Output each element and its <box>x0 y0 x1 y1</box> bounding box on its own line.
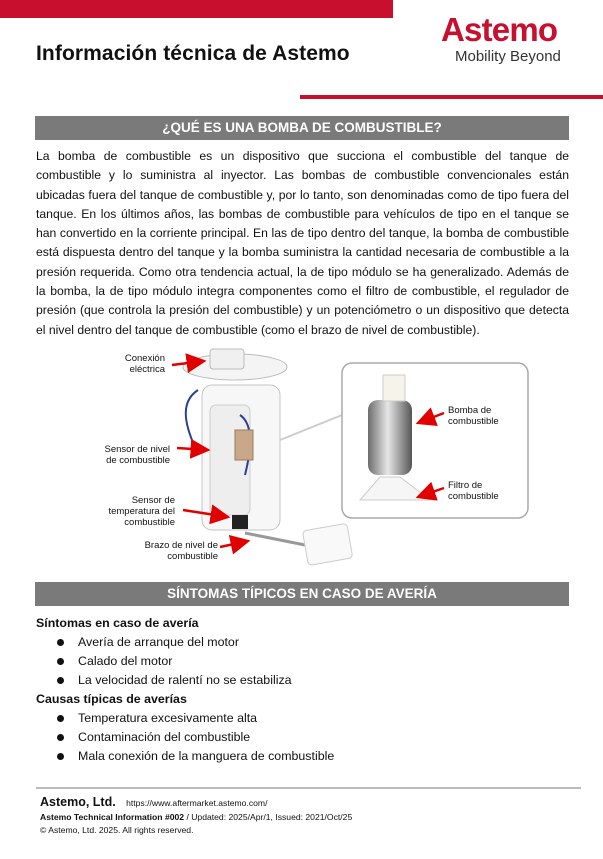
bullet-icon <box>57 715 64 722</box>
intro-paragraph: La bomba de combustible es un dispositivo que succiona el combustible del tanque de combustible y lo suministra al inyector. Las bombas de combustible convencionales están ubicadas fuera del tanque de combustible y, por lo tanto, son denominadas como de tipo fuera del tanque. En los últimos años, las bombas de combustible para vehículos de tipo en el tanque se han convertido en la corriente principal. En las de tipo dentro del tanque, la bomba de combustible está dispuesta dentro del tanque y la bomba suministra la cantidad necesaria de combustible a la presión requerida. Como otra tendencia actual, la de tipo módulo se ha generalizado. Además de la bomba, la de tipo módulo integra componentes como el filtro de combustible, el regulador de presión (que controla la presión del combustible) y un potenciómetro o un dispositivo que detecta el nivel dentro del tanque de combustible (como el brazo de nivel de combustible). <box>36 149 569 337</box>
footer-url-link[interactable]: https://www.aftermarket.astemo.com/ <box>126 798 268 808</box>
brand-tagline: Mobility Beyond <box>455 48 561 65</box>
list-item <box>36 747 576 766</box>
bullet-icon <box>57 658 64 665</box>
list-item <box>36 728 576 747</box>
footer-divider <box>36 787 581 789</box>
label-level-arm: Brazo de nivel de combustible <box>144 540 218 562</box>
bullet-icon <box>57 734 64 741</box>
bullet-icon <box>57 677 64 684</box>
label-temperature-sensor: Sensor de temperatura del combustible <box>108 495 175 528</box>
brand-logo <box>441 12 591 66</box>
header-divider <box>300 95 603 99</box>
fuel-pump-figure <box>80 345 540 567</box>
label-electrical-connector: Conexión eléctrica <box>124 353 165 375</box>
cause-text: Temperatura excesivamente alta <box>78 711 258 725</box>
label-level-sensor: Sensor de nivel de combustible <box>104 444 170 466</box>
page-title: Información técnica de Astemo <box>36 42 350 65</box>
bullet-icon <box>57 753 64 760</box>
causes-list <box>36 709 576 766</box>
footer-dates: / Updated: 2025/Apr/1, Issued: 2021/Oct/25 <box>184 811 353 822</box>
footer-doc-id: Astemo Technical Information #002 <box>40 811 185 822</box>
top-accent-bar <box>0 0 393 18</box>
causes-title: Causas típicas de averías <box>36 692 187 706</box>
label-fuel-pump: Bomba de combustible <box>448 405 499 427</box>
symptoms-section <box>36 614 576 766</box>
footer-company: Astemo, Ltd. <box>40 795 116 809</box>
list-item <box>36 671 576 690</box>
list-item <box>36 652 576 671</box>
symptoms-title: Síntomas en caso de avería <box>36 616 199 630</box>
footer-copyright: © Astemo, Ltd. 2025. All rights reserved. <box>40 825 194 835</box>
brand-name: Astemo <box>441 11 558 48</box>
bullet-icon <box>57 639 64 646</box>
symptom-text: La velocidad de ralentí no se estabiliza <box>78 673 292 687</box>
footer <box>40 796 352 838</box>
label-fuel-filter: Filtro de combustible <box>448 480 499 502</box>
symptom-text: Avería de arranque del motor <box>78 635 239 649</box>
symptoms-list <box>36 633 576 690</box>
list-item <box>36 709 576 728</box>
section-heading-what-is: ¿QUÉ ES UNA BOMBA DE COMBUSTIBLE? <box>35 116 569 140</box>
symptom-text: Calado del motor <box>78 654 173 668</box>
list-item <box>36 633 576 652</box>
section-heading-symptoms: SÍNTOMAS TÍPICOS EN CASO DE AVERÍA <box>35 582 569 606</box>
cause-text: Mala conexión de la manguera de combustible <box>78 749 335 763</box>
cause-text: Contaminación del combustible <box>78 730 251 744</box>
